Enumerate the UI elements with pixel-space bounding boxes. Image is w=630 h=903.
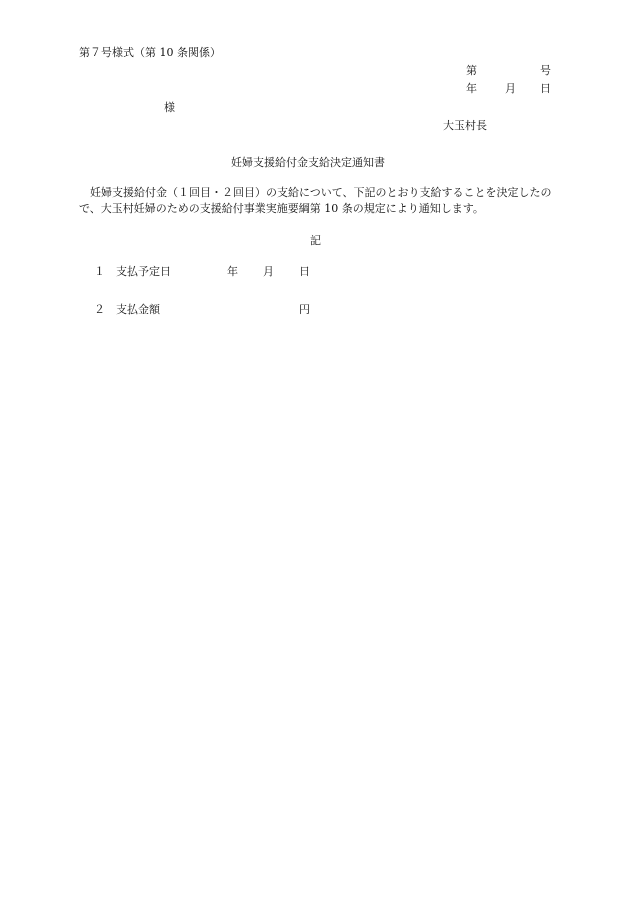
form-number: 第７号様式（第 10 条関係） [79,46,221,59]
payment-date-month: 月 [263,265,274,278]
addressee-honorific: 様 [164,101,175,114]
payment-amount-yen: 円 [299,303,310,316]
issue-date-year: 年 [466,82,477,95]
item-number: １ [94,265,105,278]
reference-number-suffix: 号 [540,64,551,77]
payment-date-day: 日 [299,265,310,278]
issuer-name: 大玉村長 [443,119,487,132]
reference-number-prefix: 第 [466,64,477,77]
item-label-payment-amount: 支払金額 [116,303,160,316]
issue-date-month: 月 [505,82,516,95]
document-title: 妊婦支援給付金支給決定通知書 [231,156,385,169]
ki-heading: 記 [310,234,321,247]
issue-date-day: 日 [540,82,551,95]
item-label-payment-date: 支払予定日 [116,265,171,278]
item-number: ２ [94,303,105,316]
body-paragraph: 妊婦支援給付金（１回目・２回目）の支給について、下記のとおり支給することを決定したので、大玉村妊婦のための支援給付事業実施要綱第 10 条の規定により通知します。 [79,186,552,215]
payment-date-year: 年 [227,265,238,278]
